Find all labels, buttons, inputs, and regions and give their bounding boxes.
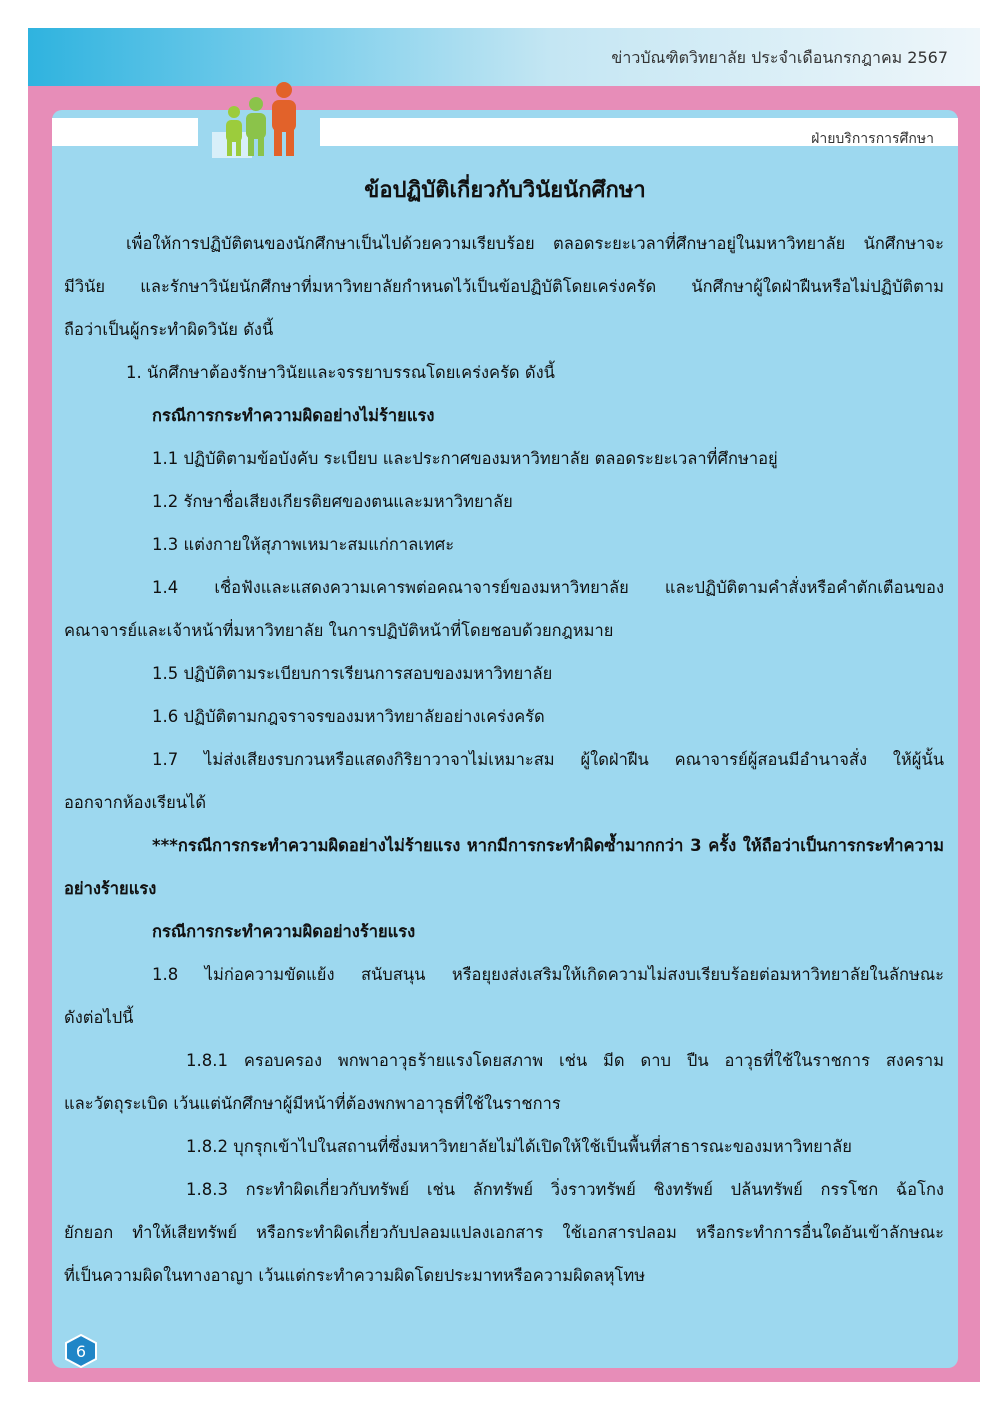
page-number: 6 xyxy=(75,1342,87,1361)
section-subheading: กรณีการกระทำความผิดอย่างไม่ร้ายแรง xyxy=(152,406,435,425)
list-item: 1.1 ปฏิบัติตามข้อบังคับ ระเบียบ และประกาศของมหาวิทยาลัย ตลอดระยะเวลาที่ศึกษาอยู่ xyxy=(152,449,778,468)
list-item-continuation: คณาจารย์และเจ้าหน้าที่มหาวิทยาลัย ในการปฏิบัติหน้าที่โดยชอบด้วยกฎหมาย xyxy=(64,621,614,640)
sub-list-item: 1.8.3 กระทำผิดเกี่ยวกับทรัพย์ เช่น ลักทรัพย์ วิ่งราวทรัพย์ ชิงทรัพย์ ปล้นทรัพย์ กรรโชก ฉ้อโกง xyxy=(186,1180,944,1199)
department-label: ฝ่ายบริการการศึกษา xyxy=(811,131,934,147)
list-item-continuation: ดังต่อไปนี้ xyxy=(64,1008,134,1027)
sub-list-item: 1.8.2 บุกรุกเข้าไปในสถานที่ซึ่งมหาวิทยาลัยไม่ได้เปิดให้ใช้เป็นพื้นที่สาธารณะของมหาวิทยาลัย xyxy=(186,1137,852,1156)
note-line: ***กรณีการกระทำความผิดอย่างไม่ร้ายแรง หากมีการกระทำผิดซ้ำมากกว่า 3 ครั้ง ให้ถือว่าเป็นการกระทำความ xyxy=(152,836,944,855)
page-number-badge xyxy=(64,1334,98,1368)
list-item: 1.5 ปฏิบัติตามระเบียบการเรียนการสอบของมหาวิทยาลัย xyxy=(152,664,553,683)
paragraph-line: มีวินัย และรักษาวินัยนักศึกษาที่มหาวิทยาลัยกำหนดไว้เป็นข้อปฏิบัติโดยเคร่งครัด นักศึกษาผู้ใดฝ่าฝืนหรือไม่ปฏิบัติตาม xyxy=(64,277,944,296)
list-item: 1.3 แต่งกายให้สุภาพเหมาะสมแก่กาลเทศะ xyxy=(152,535,455,554)
sub-list-item-continuation: และวัตถุระเบิด เว้นแต่นักศึกษาผู้มีหน้าที่ต้องพกพาอาวุธที่ใช้ในราชการ xyxy=(64,1094,561,1113)
list-item: 1.4 เชื่อฟังและแสดงความเคารพต่อคณาจารย์ของมหาวิทยาลัย และปฏิบัติตามคำสั่งหรือคำตักเตือนของ xyxy=(152,578,944,597)
sub-list-item-continuation: ยักยอก ทำให้เสียทรัพย์ หรือกระทำผิดเกี่ยวกับปลอมแปลงเอกสาร ใช้เอกสารปลอม หรือกระทำการอื่นใดอันเข้าลักษณะ xyxy=(64,1223,944,1242)
document-body xyxy=(64,222,944,1297)
people-group-icon xyxy=(212,80,322,160)
sub-list-item: 1.8.1 ครอบครอง พกพาอาวุธร้ายแรงโดยสภาพ เช่น มีด ดาบ ปืน อาวุธที่ใช้ในราชการ สงคราม xyxy=(186,1051,944,1070)
list-item: 1.2 รักษาชื่อเสียงเกียรติยศของตนและมหาวิทยาลัย xyxy=(152,492,513,511)
section-header-bar xyxy=(52,118,958,146)
paragraph-line: เพื่อให้การปฏิบัติตนของนักศึกษาเป็นไปด้วยความเรียบร้อย ตลอดระยะเวลาที่ศึกษาอยู่ในมหาวิทยาลัย นักศึกษาจะ xyxy=(126,234,944,253)
note-continuation: อย่างร้ายแรง xyxy=(64,879,157,898)
list-item: 1.8 ไม่ก่อความขัดแย้ง สนับสนุน หรือยุยงส่งเสริมให้เกิดความไม่สงบเรียบร้อยต่อมหาวิทยาลัยในลักษณะ xyxy=(152,965,944,984)
section-subheading: กรณีการกระทำความผิดอย่างร้ายแรง xyxy=(152,922,416,941)
sub-list-item-continuation: ที่เป็นความผิดในทางอาญา เว้นแต่กระทำความผิดโดยประมาทหรือความผิดลหุโทษ xyxy=(64,1266,646,1285)
list-item: 1.7 ไม่ส่งเสียงรบกวนหรือแสดงกิริยาวาจาไม่เหมาะสม ผู้ใดฝ่าฝืน คณาจารย์ผู้สอนมีอำนาจสั่ง ให้ผู้นั้น xyxy=(152,750,944,769)
newsletter-title: ข่าวบัณฑิตวิทยาลัย ประจำเดือนกรกฎาคม 2567 xyxy=(611,48,948,67)
header-bar-left xyxy=(52,118,198,146)
paragraph-line: ถือว่าเป็นผู้กระทำผิดวินัย ดังนี้ xyxy=(64,320,274,339)
list-item-continuation: ออกจากห้องเรียนได้ xyxy=(64,793,207,812)
list-item: 1.6 ปฏิบัติตามกฎจราจรของมหาวิทยาลัยอย่างเคร่งครัด xyxy=(152,707,545,726)
list-heading: 1. นักศึกษาต้องรักษาวินัยและจรรยาบรรณโดยเคร่งครัด ดังนี้ xyxy=(126,363,555,382)
document-title: ข้อปฏิบัติเกี่ยวกับวินัยนักศึกษา xyxy=(364,178,646,203)
